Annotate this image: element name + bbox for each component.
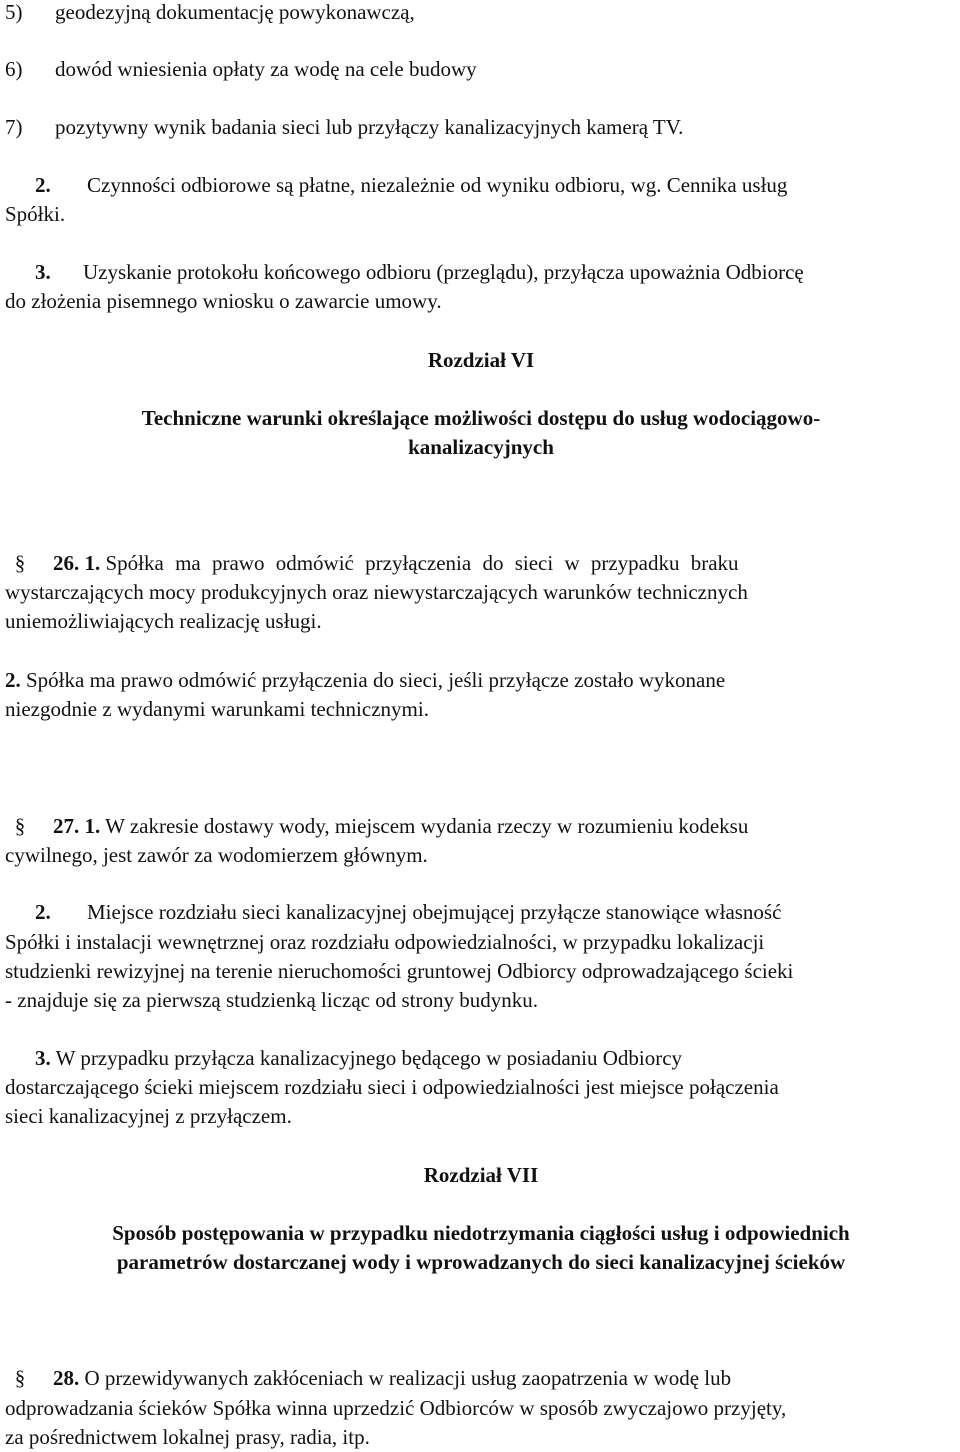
section-28-line [5, 1364, 957, 1393]
section-number: 28. [53, 1366, 80, 1390]
paragraph-text: studzienki rewizyjnej na terenie nieruchomości gruntowej Odbiorcy odprowadzającego ścieki [5, 959, 794, 983]
section-26-line [5, 666, 957, 695]
paragraph-text: O przewidywanych zakłóceniach w realizacji usług zaopatrzenia w wodę lub [84, 1366, 732, 1390]
paragraph-text: Spółka ma prawo odmówić przyłączenia do sieci, jeśli przyłącze zostało wykonane [26, 668, 726, 692]
paragraph-text: Miejsce rozdziału sieci kanalizacyjnej obejmującej przyłącze stanowiące własność [87, 900, 782, 924]
list-item-text: geodezyjną dokumentację powykonawczą, [55, 0, 415, 24]
paragraph-3-line [5, 287, 957, 316]
section-27-line [5, 928, 957, 957]
paragraph-text: W przypadku przyłącza kanalizacyjnego będącego w posiadaniu Odbiorcy [55, 1046, 683, 1070]
section-number: 26. [53, 551, 80, 575]
section-26-line [5, 578, 957, 607]
section-26-line [5, 549, 957, 578]
paragraph-text: Czynności odbiorowe są płatne, niezależnie od wyniku odbioru, wg. Cennika usług [87, 173, 788, 197]
paragraph-number: 2. [35, 173, 51, 197]
paragraph-number: 2. [35, 900, 51, 924]
section-27-line [5, 812, 957, 841]
paragraph-text: sieci kanalizacyjnej z przyłączem. [5, 1104, 292, 1128]
paragraph-text: W zakresie dostawy wody, miejscem wydania rzeczy w rozumieniu kodeksu [105, 814, 749, 838]
paragraph-text: niezgodnie z wydanymi warunkami technicznymi. [5, 697, 429, 721]
paragraph-text: do złożenia pisemnego wniosku o zawarcie umowy. [5, 289, 442, 313]
list-item [5, 113, 957, 142]
chapter-title: Rozdział VI [427, 348, 535, 372]
list-item-number: 7) [5, 115, 23, 139]
section-27-line [5, 1073, 957, 1102]
list-item-number: 6) [5, 57, 23, 81]
section-27-line [5, 986, 957, 1015]
paragraph-text: - znajduje się za pierwszą studzienką licząc od strony budynku. [5, 988, 538, 1012]
paragraph-text: Uzyskanie protokołu końcowego odbioru (przeglądu), przyłącza upoważnia Odbiorcę [83, 260, 804, 284]
section-28-line [5, 1394, 957, 1423]
chapter-title: Rozdział VII [423, 1163, 539, 1187]
paragraph-number: 1. [84, 551, 101, 575]
chapter-heading: Sposób postępowania w przypadku niedotrzymania ciągłości usług i odpowiednich [112, 1221, 850, 1245]
list-item-number: 5) [5, 0, 23, 24]
section-sign: § [14, 814, 26, 838]
section-26-line [5, 607, 957, 636]
section-sign: § [14, 1366, 26, 1390]
section-26-line [5, 695, 957, 724]
list-item-text: pozytywny wynik badania sieci lub przyłączy kanalizacyjnych kamerą TV. [55, 115, 684, 139]
paragraph-number: 3. [35, 260, 51, 284]
chapter-heading: kanalizacyjnych [408, 435, 554, 459]
section-28-line [5, 1423, 957, 1452]
section-27-line [5, 841, 957, 870]
paragraph-text: Spółka ma prawo odmówić przyłączenia do sieci w przypadku braku [105, 551, 739, 575]
paragraph-text: uniemożliwiających realizację usługi. [5, 609, 322, 633]
list-item-text: dowód wniesienia opłaty za wodę na cele budowy [55, 57, 477, 81]
paragraph-text: cywilnego, jest zawór za wodomierzem głównym. [5, 843, 428, 867]
paragraph-text: Spółki i instalacji wewnętrznej oraz rozdziału odpowiedzialności, w przypadku lokalizacji [5, 930, 765, 954]
section-sign: § [14, 551, 26, 575]
section-27-line [5, 957, 957, 986]
paragraph-text: Spółki. [5, 202, 66, 226]
paragraph-text: wystarczających mocy produkcyjnych oraz niewystarczających warunków technicznych [5, 580, 748, 604]
paragraph-number: 1. [84, 814, 101, 838]
section-27-line [5, 1044, 957, 1073]
paragraph-text: dostarczającego ścieki miejscem rozdziału sieci i odpowiedzialności jest miejsce połączenia [5, 1075, 779, 1099]
paragraph-number: 3. [35, 1046, 51, 1070]
section-number: 27. [53, 814, 80, 838]
list-item [5, 55, 957, 84]
paragraph-3-line [5, 258, 957, 287]
paragraph-text: za pośrednictwem lokalnej prasy, radia, itp. [5, 1425, 370, 1449]
list-item [5, 0, 957, 27]
chapter-heading: parametrów dostarczanej wody i wprowadzanych do sieci kanalizacyjnej ścieków [116, 1250, 846, 1274]
chapter-heading: Techniczne warunki określające możliwości dostępu do usług wodociągowo- [141, 406, 821, 430]
paragraph-number: 2. [5, 668, 21, 692]
paragraph-2-line [5, 200, 957, 229]
paragraph-text: odprowadzania ścieków Spółka winna uprzedzić Odbiorców w sposób zwyczajowo przyjęty, [5, 1396, 787, 1420]
paragraph-2-line [5, 171, 957, 200]
section-27-line [5, 1102, 957, 1131]
section-27-line [5, 898, 957, 927]
